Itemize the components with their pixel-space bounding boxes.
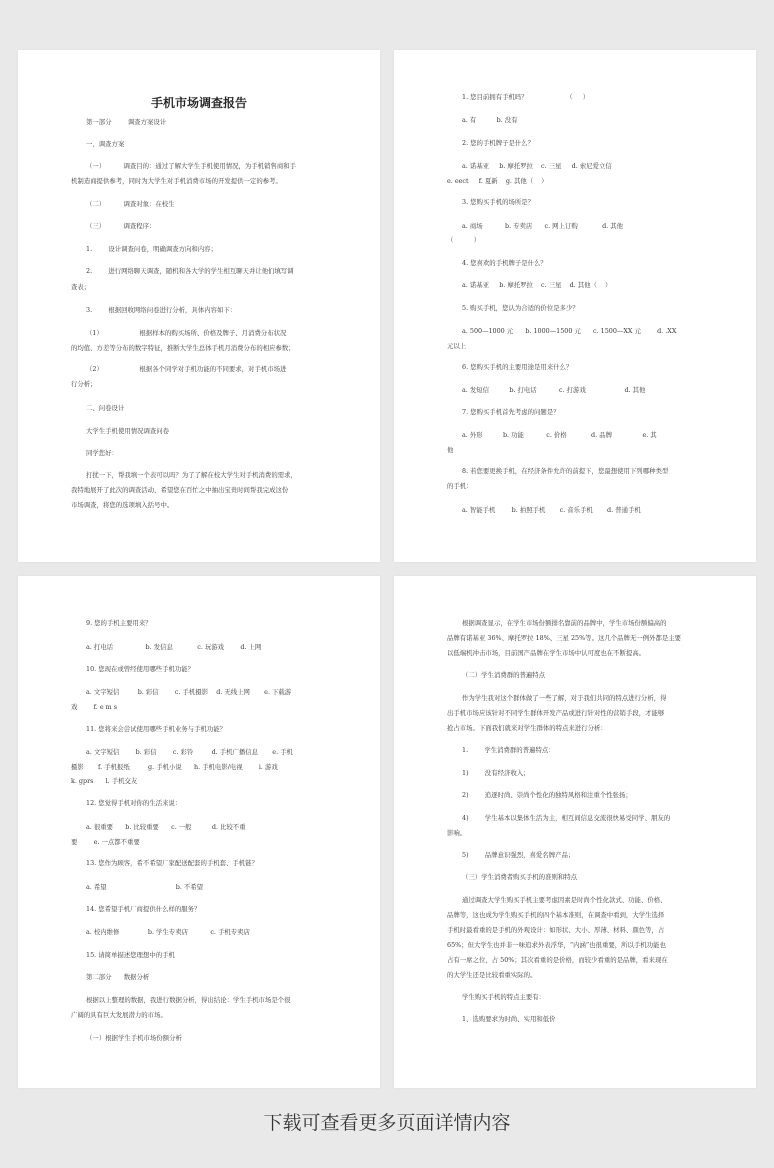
question: 的手机：	[447, 482, 473, 490]
text-line: 2. 进行网络聊天调查，随机和各大学的学生相互聊天并让他们填写调	[86, 267, 294, 275]
section-heading: 二、问卷设计	[86, 404, 125, 412]
text-line: 的均值、方差等分布的数字特征，推断大学生总体手机月消费分布的相应参数；	[71, 344, 295, 352]
options: a. 文字短信 b. 彩信 c. 手机摄影 d. 无线上网 e. 下载游	[86, 688, 292, 696]
options: a. 诺基亚 b. 摩托罗拉 c. 三星 d. 其他（ ）	[462, 281, 612, 289]
question: 8. 若您要更换手机，在经济条件允许的前提下，您最想使用下列哪种类型	[462, 467, 669, 475]
question: 6. 您购买手机的主要用途是用来什么？	[462, 363, 573, 371]
options: k. gprs l. 手机交友	[71, 777, 138, 785]
options: a. 文字短信 b. 彩信 c. 彩铃 d. 手机广播信息 e. 手机	[86, 748, 293, 756]
document-page-4	[394, 576, 756, 1088]
text-line: 大学生手机使用情况调查问卷	[86, 427, 170, 435]
text-line: 学生购买手机的特点主要有：	[462, 993, 546, 1001]
text-line: （三） 调查程序：	[86, 222, 156, 230]
text-line: 1) 没有经济收入；	[462, 769, 530, 777]
text-line: 广阔的具有巨大发展潜力的市场。	[71, 1011, 167, 1019]
text-line: 根据调查显示，在学生市场份额排名靠前的品牌中，学生市场份额偏高的	[462, 619, 667, 627]
text-line: 的大学生还是比较看重实际的。	[447, 971, 537, 979]
text-line: 同学您好：	[86, 449, 118, 457]
options: a. 打电话 b. 发信息 c. 玩游戏 d. 上网	[86, 643, 262, 651]
question: 5. 购买手机，您认为合适的价位是多少？	[462, 304, 579, 312]
text-line: 以低端机冲击市场，目前国产品牌在学生市场中认可度也在不断提高。	[447, 649, 646, 657]
options: a. 500—1000 元 b. 1000—1500 元 c. 1500—XX 元 d. .XX	[462, 327, 677, 335]
text-line: 市场调查，将您的选项填入括号中。	[71, 501, 174, 509]
text-line: 打扰一下，帮我填一个表可以吗？为了了解在校大学生对手机消费的需求，	[86, 471, 297, 479]
text-line: 通过调查大学生购买手机主要考虑因素是时尚个性化款式、功能、价格、	[462, 896, 667, 904]
page-title: 手机市场调查报告	[150, 96, 247, 110]
question: 7. 您购买手机首先考虑的问题是？	[462, 408, 560, 416]
text-line: 65%；但大学生也并非一味追求外表浮华，“内涵”也很重要，所以手机功能也	[447, 941, 666, 949]
section-heading: （二）学生消费群的普遍特点	[462, 671, 546, 679]
text-line: 品牌等，这也成为学生购买手机的四个基本准则，在调查中看到，大学生选择	[447, 911, 665, 919]
question: 4. 您喜欢的手机牌子是什么？	[462, 259, 547, 267]
question: 2. 您的手机牌子是什么？	[462, 139, 535, 147]
text-line: （一） 调查目的：通过了解大学生手机使用情况，为手机销售商和手	[86, 162, 296, 170]
question: 14. 您希望手机厂商提供什么样的服务？	[86, 905, 201, 913]
text-line: 5) 品牌意识强烈，喜爱名牌产品；	[462, 851, 575, 859]
text-line: 第一部分 调查方案设计	[86, 118, 167, 126]
text-line: 3. 根据回收网络问卷进行分析，具体内容如下：	[86, 306, 237, 314]
text-line: 机制造商提供参考，同时为大学生对手机消费市场的开发提供一定的参考。	[71, 177, 282, 185]
text-line: 品牌有诺基亚 36%、摩托罗拉 18%、三星 25%等。这几个品牌无一例外都是主要	[447, 634, 682, 642]
download-more-caption: 下载可查看更多页面详情内容	[263, 1112, 511, 1134]
text-line: 手机时最看重的是手机的外观设计：如形状、大小、厚薄、材料、颜色等，占	[447, 926, 665, 934]
options: a. 外形 b. 功能 c. 价格 d. 品牌 e. 其	[462, 431, 657, 439]
text-line: 一、调查方案	[86, 140, 125, 148]
document-page-3	[18, 576, 380, 1088]
options: a. 希望 b. 不希望	[86, 883, 204, 891]
options: 戏 f. e m s	[71, 703, 118, 711]
text-line: （1） 根据样本的购买场所、价格及牌子、月消费分布状况	[86, 329, 287, 337]
options: a. 有 b. 没有	[462, 116, 518, 124]
options: a. 智能手机 b. 拍照手机 c. 音乐手机 d. 普通手机	[462, 506, 641, 514]
text-line: 行分析；	[71, 380, 97, 388]
options: 要 e. 一点都不重要	[71, 838, 140, 846]
options: a. 校内维修 b. 学生专卖店 c. 手机专卖店	[86, 928, 250, 936]
section-heading: 第二部分 数据分析	[86, 973, 150, 981]
options: 摄影 f. 手机报纸 g. 手机小说 h. 手机电影/电视 i. 游戏	[71, 763, 278, 771]
document-page-1	[18, 50, 380, 562]
options: e. eect f. 夏新 g. 其他（ ）	[447, 177, 548, 185]
text-line: 查表；	[71, 283, 91, 291]
text-line: 2) 追逐时尚、崇尚个性化的独特风格和注重个性张扬；	[462, 791, 632, 799]
options: a. 商场 b. 专卖店 c. 网上订购 d. 其他	[462, 222, 624, 230]
section-heading: （三）学生消费者购买手机的准则和特点	[462, 873, 578, 881]
question: 11. 您将来会尝试使用哪些手机业务与手机功能？	[86, 725, 227, 733]
text-line: 抢占市场。下面我们就来对学生群体的特点来进行分析：	[447, 724, 607, 732]
text-line: 作为学生我对这个群体做了一些了解，对于我们共同的特点进行分析，得	[462, 694, 667, 702]
document-page-2	[394, 50, 756, 562]
text-line: 根据以上整理的数据，我进行数据分析，得出结论：学生手机市场是个很	[86, 996, 291, 1004]
question: 9. 您的手机主要用来？	[86, 619, 152, 627]
question: 3. 您购买手机的场所是？	[462, 198, 535, 206]
text-line: （二） 调查对象：在校生	[86, 200, 175, 208]
text-line: 占有一席之位，占 50%；其次看重的是价格，而较少看重的是品牌，看来现在	[447, 956, 668, 964]
question: 15. 请简单描述您理想中的手机	[86, 951, 175, 959]
text-line: 4) 学生基本以集体生活为主，相互间信息交流很快易受同学、朋友的	[462, 814, 671, 822]
options: a. 发短信 b. 打电话 c. 打游戏 d. 其他	[462, 386, 646, 394]
question: 1. 您目前拥有手机吗？ （ ）	[462, 93, 590, 101]
text-line: 1、选购要求为时尚、实用和低价	[462, 1015, 556, 1023]
text-line: （一）根据学生手机市场份额分析	[86, 1034, 182, 1042]
text-line: 1. 设计调查问卷，明确调查方向和内容；	[86, 245, 217, 253]
options: 元以上	[447, 342, 467, 350]
question: 10. 您现在或曾经使用哪些手机功能？	[86, 665, 195, 673]
text-line: （2） 根据各个同学对手机功能的不同要求，对手机市场进	[86, 365, 287, 373]
options: 他	[447, 446, 454, 454]
text-line: 影响。	[447, 829, 467, 837]
text-line: 我特地展开了此次的调查活动，希望您在百忙之中抽出宝贵时间帮我完成这份	[71, 486, 289, 494]
options: （ ）	[447, 236, 481, 244]
text-line: 出手机市场应该针对不同学生群体开发产品或进行针对性的营销手段，才能够	[447, 709, 665, 717]
question: 13. 您作为顾客，希不希望厂家配送配套的手机套、手机链？	[86, 859, 258, 867]
question: 12. 您觉得手机对你的生活来说：	[86, 799, 182, 807]
text-line: 1. 学生消费群的普遍特点：	[462, 746, 555, 754]
options: a. 很重要 b. 比较重要 c. 一般 d. 比较不重	[86, 823, 246, 831]
options: a. 诺基亚 b. 摩托罗拉 c. 三星 d. 索尼爱立信	[462, 162, 612, 170]
